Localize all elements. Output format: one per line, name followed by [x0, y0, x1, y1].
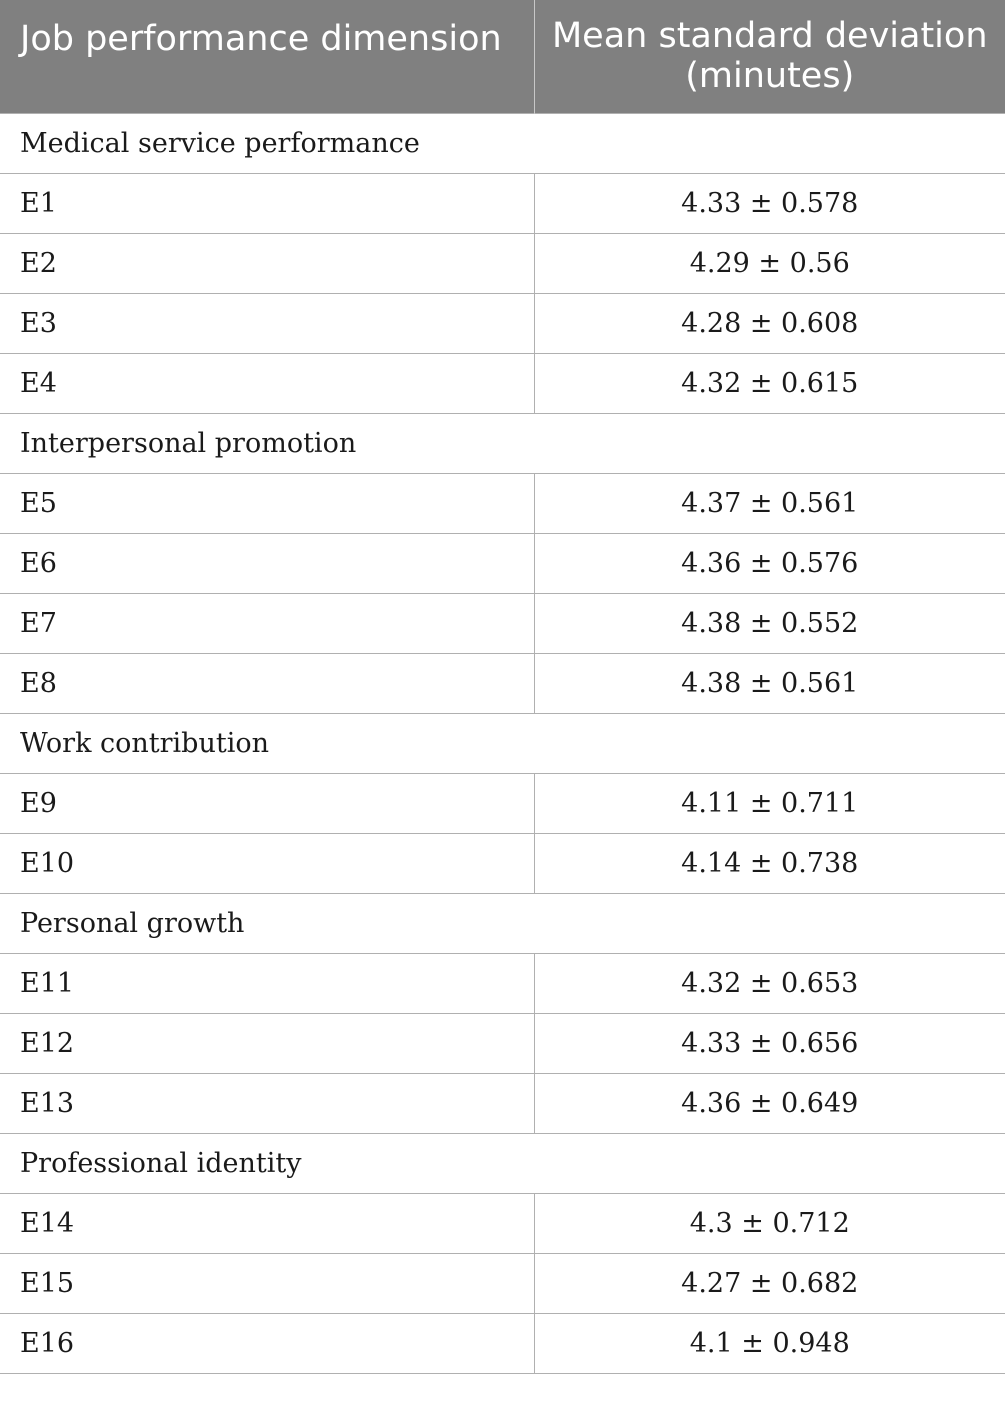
item-value: 4.37 ± 0.561	[534, 473, 1005, 533]
table-body	[0, 113, 1005, 1373]
group-row	[0, 113, 1005, 173]
item-value: 4.14 ± 0.738	[534, 833, 1005, 893]
item-label: E3	[0, 293, 534, 353]
table-row	[0, 1313, 1005, 1373]
table-row	[0, 953, 1005, 1013]
header-row	[0, 0, 1005, 113]
item-value: 4.29 ± 0.56	[534, 233, 1005, 293]
item-label: E9	[0, 773, 534, 833]
group-label: Interpersonal promotion	[0, 413, 1005, 473]
group-label: Medical service performance	[0, 113, 1005, 173]
item-value: 4.33 ± 0.578	[534, 173, 1005, 233]
item-label: E4	[0, 353, 534, 413]
item-value: 4.38 ± 0.561	[534, 653, 1005, 713]
header-dimension: Job performance dimension	[0, 0, 534, 113]
item-label: E11	[0, 953, 534, 1013]
table-row	[0, 593, 1005, 653]
table-row	[0, 293, 1005, 353]
table-row	[0, 533, 1005, 593]
item-value: 4.28 ± 0.608	[534, 293, 1005, 353]
item-label: E8	[0, 653, 534, 713]
item-label: E13	[0, 1073, 534, 1133]
item-value: 4.11 ± 0.711	[534, 773, 1005, 833]
item-value: 4.1 ± 0.948	[534, 1313, 1005, 1373]
item-value: 4.32 ± 0.615	[534, 353, 1005, 413]
group-row	[0, 1133, 1005, 1193]
table-row	[0, 1253, 1005, 1313]
item-label: E5	[0, 473, 534, 533]
item-label: E16	[0, 1313, 534, 1373]
group-label: Personal growth	[0, 893, 1005, 953]
group-row	[0, 413, 1005, 473]
group-label: Professional identity	[0, 1133, 1005, 1193]
item-value: 4.33 ± 0.656	[534, 1013, 1005, 1073]
item-label: E10	[0, 833, 534, 893]
header-mean-sd: Mean standard deviation (minutes)	[534, 0, 1005, 113]
table-row	[0, 1013, 1005, 1073]
item-label: E2	[0, 233, 534, 293]
item-value: 4.27 ± 0.682	[534, 1253, 1005, 1313]
group-row	[0, 893, 1005, 953]
table-row	[0, 833, 1005, 893]
item-label: E15	[0, 1253, 534, 1313]
table-row	[0, 653, 1005, 713]
item-value: 4.38 ± 0.552	[534, 593, 1005, 653]
item-value: 4.32 ± 0.653	[534, 953, 1005, 1013]
table-row	[0, 773, 1005, 833]
item-label: E1	[0, 173, 534, 233]
item-value: 4.36 ± 0.649	[534, 1073, 1005, 1133]
table-row	[0, 173, 1005, 233]
item-label: E6	[0, 533, 534, 593]
group-label: Work contribution	[0, 713, 1005, 773]
table-row	[0, 353, 1005, 413]
table-row	[0, 1193, 1005, 1253]
item-label: E7	[0, 593, 534, 653]
item-value: 4.36 ± 0.576	[534, 533, 1005, 593]
table-row	[0, 1073, 1005, 1133]
item-label: E12	[0, 1013, 534, 1073]
item-value: 4.3 ± 0.712	[534, 1193, 1005, 1253]
table-row	[0, 233, 1005, 293]
item-label: E14	[0, 1193, 534, 1253]
table-row	[0, 473, 1005, 533]
group-row	[0, 713, 1005, 773]
